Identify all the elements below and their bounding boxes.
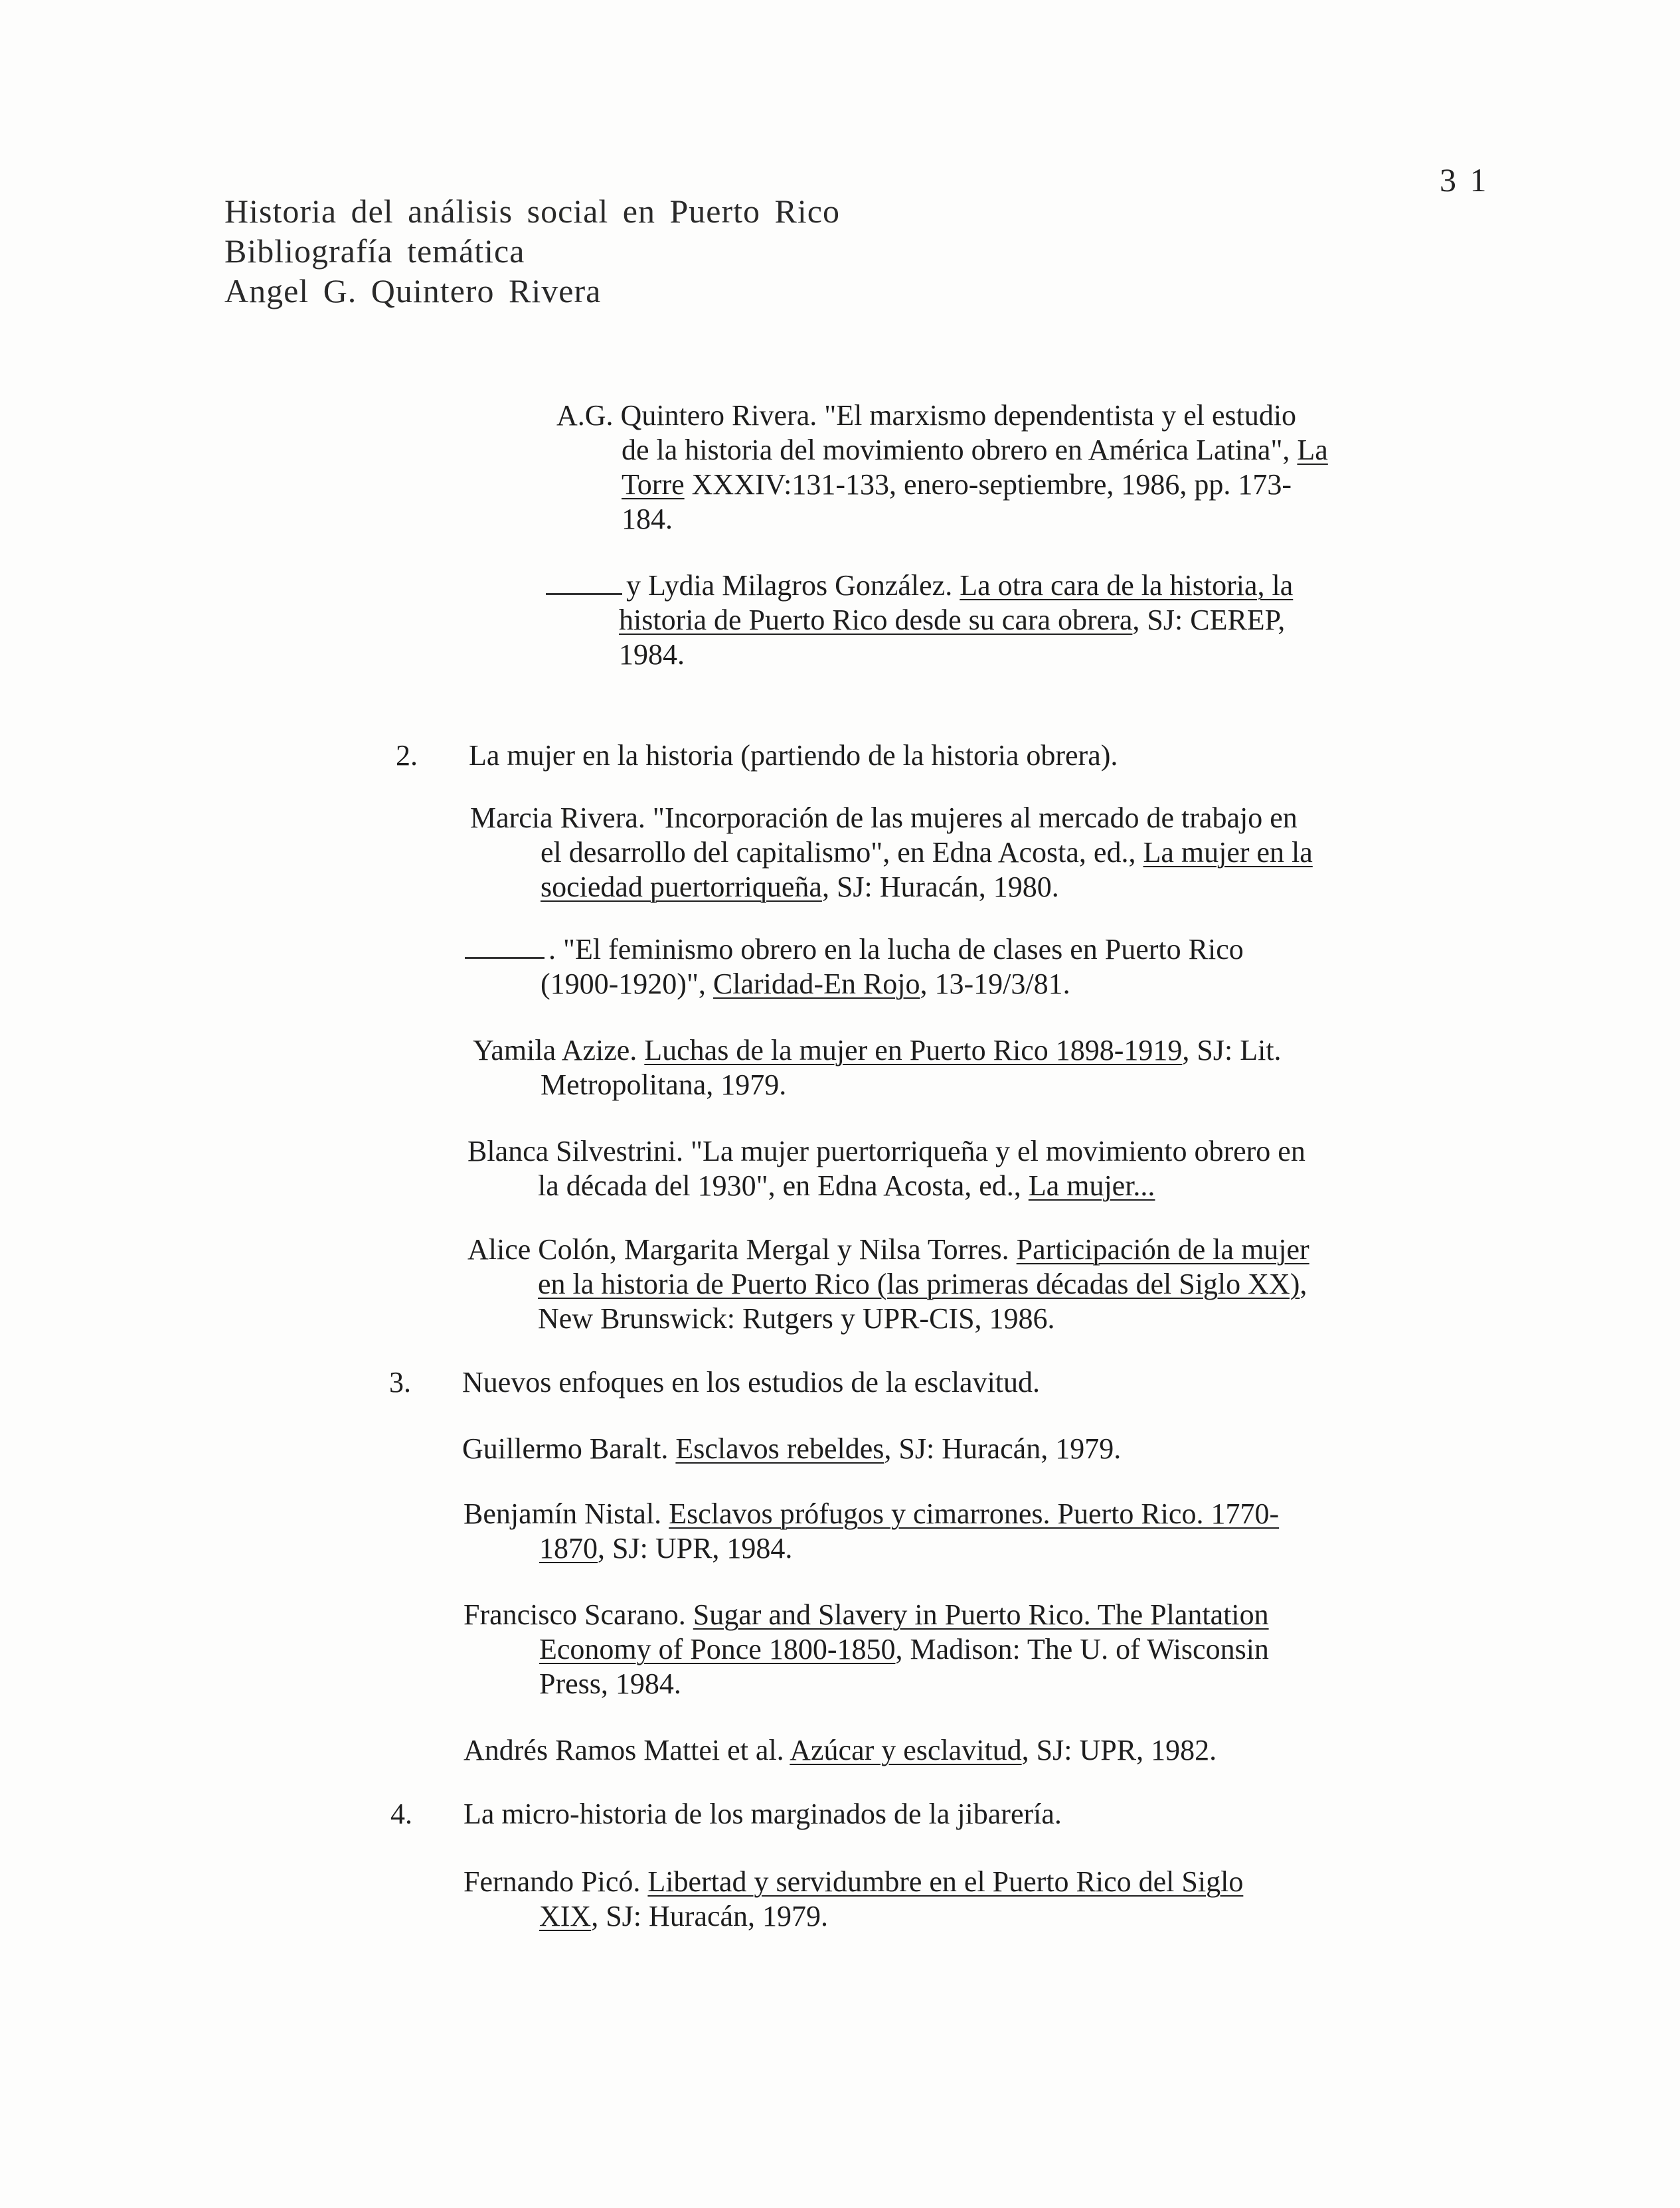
entry-line: y Lydia Milagros González. La otra cara de la historia, la bbox=[546, 568, 1293, 603]
work-title: Esclavos prófugos y cimarrones. Puerto Rico. 1770- bbox=[669, 1497, 1280, 1530]
bibliography-entry bbox=[467, 1232, 1309, 1336]
ditto-dash bbox=[465, 937, 545, 959]
bibliography-entry bbox=[546, 568, 1293, 672]
bibliography-entry bbox=[463, 1497, 1279, 1566]
section-heading bbox=[389, 1365, 1040, 1400]
bibliography-entry bbox=[463, 1598, 1269, 1701]
page-number: 3 1 bbox=[1440, 161, 1489, 199]
entry-line: sociedad puertorriqueña, SJ: Huracán, 1980. bbox=[541, 871, 1059, 903]
work-title: La mujer... bbox=[1028, 1169, 1155, 1202]
entry-line: . "El feminismo obrero en la lucha de clases en Puerto Rico bbox=[465, 932, 1244, 967]
bibliography-entry bbox=[470, 801, 1313, 904]
work-title: 1870 bbox=[539, 1532, 598, 1565]
entry-line: el desarrollo del capitalismo", en Edna Acosta, ed., La mujer en la bbox=[541, 836, 1313, 869]
work-title: Participación de la mujer bbox=[1016, 1233, 1309, 1266]
header-title: Historia del análisis social en Puerto Rico bbox=[224, 193, 840, 230]
section-number: 3. bbox=[389, 1366, 411, 1399]
bibliography-entry bbox=[463, 1733, 1217, 1768]
work-title: Azúcar y esclavitud bbox=[790, 1734, 1022, 1766]
work-title: Economy of Ponce 1800-1850 bbox=[539, 1633, 896, 1665]
entry-line: Marcia Rivera. "Incorporación de las mujeres al mercado de trabajo en bbox=[470, 802, 1298, 834]
section-title: Nuevos enfoques en los estudios de la esclavitud. bbox=[462, 1366, 1041, 1399]
entry-line: New Brunswick: Rutgers y UPR-CIS, 1986. bbox=[538, 1302, 1055, 1335]
bibliography-entry bbox=[467, 1134, 1305, 1203]
entry-line: de la historia del movimiento obrero en América Latina", La bbox=[622, 434, 1328, 466]
entry-line: 1984. bbox=[619, 638, 685, 671]
entry-line: 1870, SJ: UPR, 1984. bbox=[539, 1532, 793, 1565]
entry-line: XIX, SJ: Huracán, 1979. bbox=[539, 1900, 829, 1932]
section-number: 4. bbox=[390, 1798, 412, 1830]
bibliography-entry bbox=[462, 1432, 1121, 1466]
entry-line: (1900-1920)", Claridad-En Rojo, 13-19/3/81. bbox=[541, 968, 1070, 1000]
entry-line: Benjamín Nistal. Esclavos prófugos y cimarrones. Puerto Rico. 1770- bbox=[463, 1497, 1280, 1530]
work-title: La mujer en la bbox=[1143, 836, 1313, 869]
bibliography-entry bbox=[556, 398, 1328, 537]
work-title: historia de Puerto Rico desde su cara obrera bbox=[619, 604, 1133, 636]
section-title: La mujer en la historia (partiendo de la historia obrera). bbox=[469, 739, 1118, 772]
entry-line: en la historia de Puerto Rico (las primeras décadas del Siglo XX), bbox=[538, 1268, 1307, 1300]
entry-line: Torre XXXIV:131-133, enero-septiembre, 1986, pp. 173- bbox=[622, 468, 1292, 501]
work-title: en la historia de Puerto Rico (las primeras décadas del Siglo XX) bbox=[538, 1268, 1300, 1300]
bibliography-entry bbox=[463, 1865, 1243, 1934]
entry-line: Blanca Silvestrini. "La mujer puertorriqueña y el movimiento obrero en bbox=[467, 1135, 1305, 1167]
entry-line: Guillermo Baralt. Esclavos rebeldes, SJ: Huracán, 1979. bbox=[462, 1432, 1122, 1465]
section-title: La micro-historia de los marginados de la jibarería. bbox=[463, 1798, 1062, 1830]
bibliography-entry bbox=[465, 932, 1244, 1001]
entry-line: Yamila Azize. Luchas de la mujer en Puerto Rico 1898-1919, SJ: Lit. bbox=[473, 1034, 1282, 1066]
bibliography-entry bbox=[473, 1033, 1282, 1102]
entry-line: Metropolitana, 1979. bbox=[541, 1068, 787, 1101]
work-title: Claridad-En Rojo bbox=[713, 968, 920, 1000]
entry-line: Alice Colón, Margarita Mergal y Nilsa Torres. Participación de la mujer bbox=[467, 1233, 1309, 1266]
entry-line: A.G. Quintero Rivera. "El marxismo dependentista y el estudio bbox=[556, 399, 1297, 432]
entry-line: Press, 1984. bbox=[539, 1667, 681, 1700]
work-title: Sugar and Slavery in Puerto Rico. The Plantation bbox=[693, 1598, 1269, 1631]
work-title: Torre bbox=[622, 468, 685, 501]
work-title: XIX bbox=[539, 1900, 592, 1932]
entry-line: 184. bbox=[622, 503, 673, 535]
entry-line: Fernando Picó. Libertad y servidumbre en el Puerto Rico del Siglo bbox=[463, 1865, 1244, 1898]
entry-line: historia de Puerto Rico desde su cara obrera, SJ: CEREP, bbox=[619, 604, 1286, 636]
work-title: La otra cara de la historia, la bbox=[960, 569, 1294, 602]
entry-line: Andrés Ramos Mattei et al. Azúcar y esclavitud, SJ: UPR, 1982. bbox=[463, 1734, 1217, 1766]
work-title: Esclavos rebeldes bbox=[675, 1432, 884, 1465]
work-title: Libertad y servidumbre en el Puerto Rico del Siglo bbox=[647, 1865, 1244, 1898]
ditto-dash bbox=[546, 573, 622, 595]
header-subtitle: Bibliografía temática bbox=[224, 232, 525, 270]
entry-line: Francisco Scarano. Sugar and Slavery in Puerto Rico. The Plantation bbox=[463, 1598, 1269, 1631]
entry-line: Economy of Ponce 1800-1850, Madison: The U. of Wisconsin bbox=[539, 1633, 1269, 1665]
work-title: sociedad puertorriqueña bbox=[541, 871, 822, 903]
work-title: Luchas de la mujer en Puerto Rico 1898-1919 bbox=[644, 1034, 1183, 1066]
entry-line: la década del 1930", en Edna Acosta, ed., La mujer... bbox=[538, 1169, 1155, 1202]
section-heading bbox=[396, 738, 1118, 773]
work-title: La bbox=[1297, 434, 1328, 466]
header-author: Angel G. Quintero Rivera bbox=[224, 272, 602, 309]
document-header bbox=[224, 191, 840, 311]
section-heading bbox=[390, 1797, 1062, 1831]
section-number: 2. bbox=[396, 739, 418, 772]
